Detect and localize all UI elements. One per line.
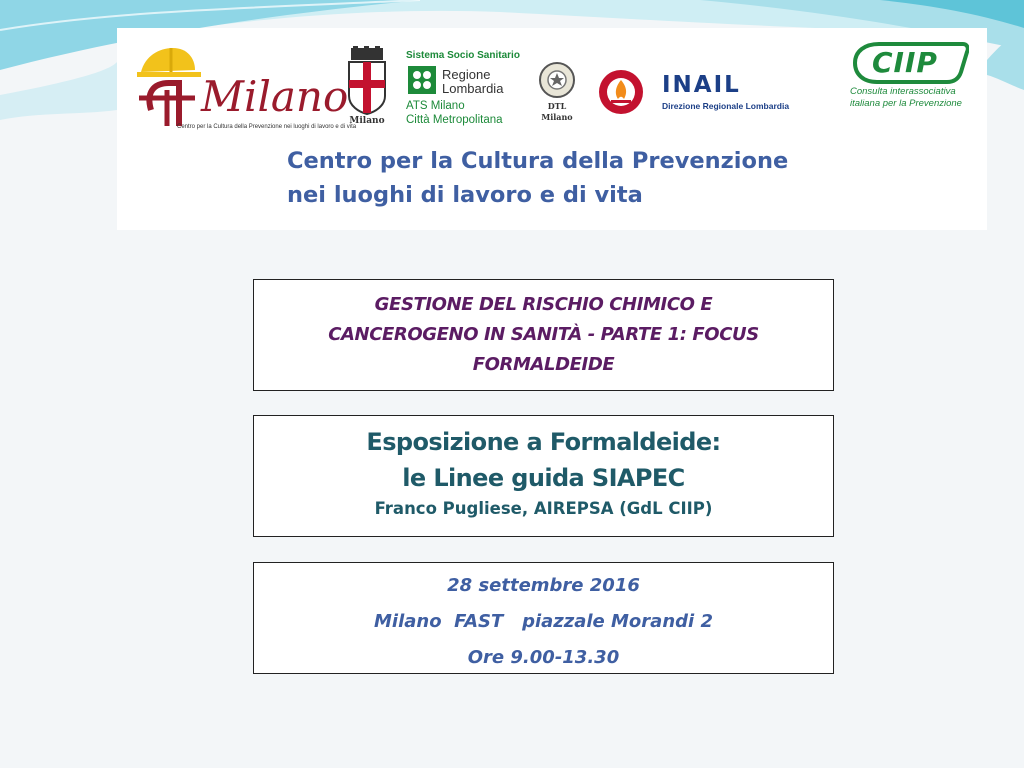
talk-speaker: Franco Pugliese, AIREPSA (GdL CIIP) — [374, 499, 713, 518]
republic-emblem-icon — [535, 60, 579, 100]
event-date: 28 settembre 2016 — [447, 575, 640, 596]
banner-title-line1: Centro per la Cultura della Prevenzione — [287, 148, 789, 174]
banner-title-line2: nei luoghi di lavoro e di vita — [287, 182, 643, 208]
talk-box — [253, 415, 834, 537]
regione-name-line1: Regione — [442, 67, 491, 82]
ciip-name: CIIP — [872, 46, 938, 79]
ciip-line2: italiana per la Prevenzione — [850, 98, 962, 109]
event-place: Milano FAST piazzale Morandi 2 — [374, 611, 713, 632]
inail-sub: Direzione Regionale Lombardia — [662, 101, 790, 111]
header-banner — [117, 28, 987, 230]
course-title-line2: CANCEROGENO IN SANITÀ - PARTE 1: FOCUS — [328, 324, 759, 345]
course-title-line3: FORMALDEIDE — [472, 354, 615, 375]
comune-milano-crest — [345, 46, 389, 128]
ciip-logo — [847, 42, 982, 112]
regione-sub1: ATS Milano — [406, 100, 465, 112]
crest-icon — [345, 46, 389, 116]
milano-logo — [131, 38, 357, 130]
course-title-box — [253, 279, 834, 391]
ciip-line1: Consulta interassociativa — [850, 86, 956, 97]
dtl-milano-emblem — [535, 60, 579, 126]
talk-title-line1: Esposizione a Formaldeide: — [366, 428, 721, 456]
event-time: Ore 9.00-13.30 — [467, 647, 620, 668]
dtl-line2: Milano — [541, 112, 573, 122]
dtl-line1: DTL — [547, 101, 567, 111]
regione-sub2: Città Metropolitana — [406, 114, 503, 126]
event-details-box — [253, 562, 834, 674]
regione-top-text: Sistema Socio Sanitario — [406, 50, 520, 61]
milano-logo-text: Milano — [201, 72, 349, 121]
course-title-line1: GESTIONE DEL RISCHIO CHIMICO E — [374, 294, 713, 315]
inail-name: INAIL — [662, 72, 741, 98]
talk-title-line2: le Linee guida SIAPEC — [402, 464, 685, 492]
vigili-del-fuoco-logo — [597, 68, 645, 116]
firefighter-badge-icon — [597, 68, 645, 116]
banner-title — [287, 144, 788, 212]
inail-logo — [662, 73, 822, 115]
regione-rose-icon — [408, 66, 436, 94]
regione-name-line2: Lombardia — [442, 81, 504, 96]
milano-logo-caption: Centro per la Cultura della Prevenzione nei luoghi di lavoro e di vita — [177, 124, 357, 130]
comune-caption: Milano — [349, 116, 385, 126]
regione-lombardia-logo — [406, 50, 536, 130]
